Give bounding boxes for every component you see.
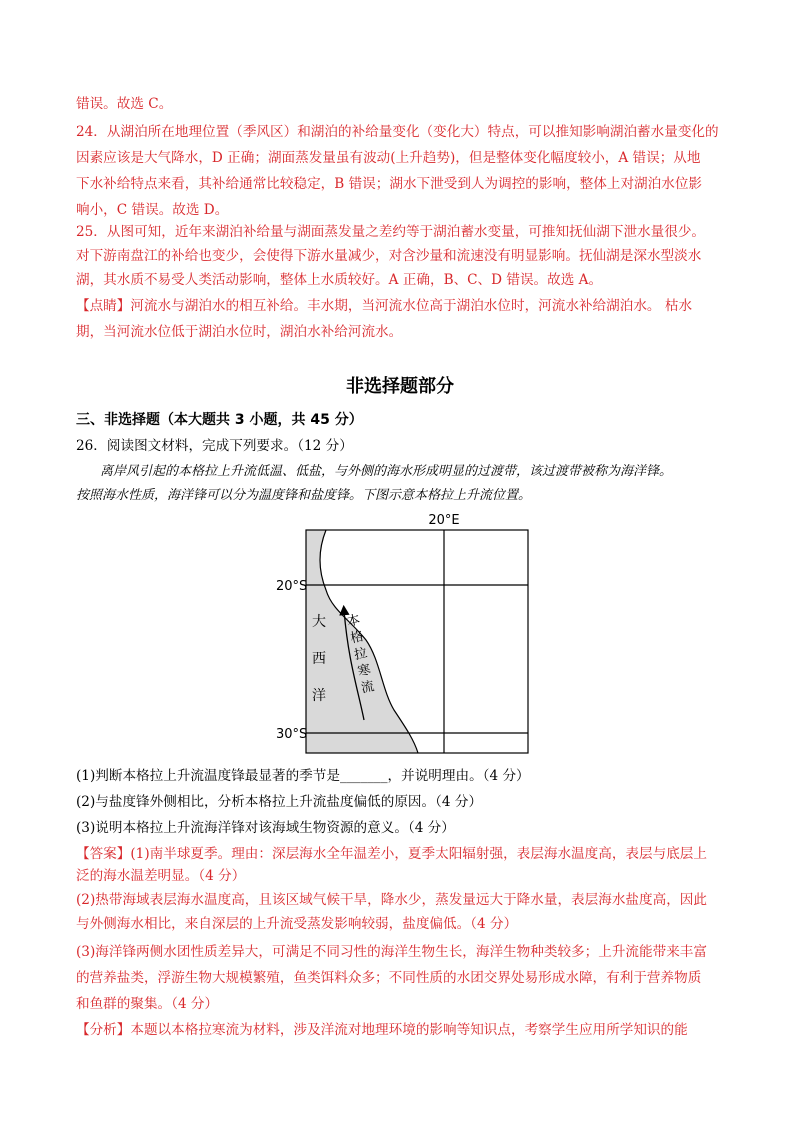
answer-text-line: 24．从湖泊所在地理位置（季风区）和湖泊的补给量变化（变化大）特点，可以推知影响湖泊蓄水量变化的 — [76, 124, 719, 140]
question-26-title: 26．阅读图文材料，完成下列要求。（12 分） — [76, 438, 353, 454]
answer-text-line: (3)海洋锋两侧水团性质差异大，可满足不同习性的海洋生物生长，海洋生物种类较多；上升流能带来丰富 — [76, 944, 707, 960]
analysis-text-line: 【分析】本题以本格拉寒流为材料，涉及洋流对地理环境的影响等知识点，考察学生应用所学知识的能 — [76, 1022, 688, 1038]
question-line: (1)判断本格拉上升流温度锋最显著的季节是_______，并说明理由。（4 分） — [76, 768, 530, 784]
answer-text-line: 【答案】(1)南半球夏季。理由：深层海水全年温差小，夏季太阳辐射强，表层海水温度高，表层与底层上 — [76, 846, 707, 862]
ocean-label-char: 洋 — [312, 688, 326, 704]
material-paragraph: 按照海水性质，海洋锋可以分为温度锋和盐度锋。下图示意本格拉上升流位置。 — [76, 488, 532, 503]
ocean-label-char: 西 — [312, 651, 326, 667]
current-label-char: 格 — [349, 629, 366, 647]
answer-text-line: 湖，其水质不易受人类活动影响，整体上水质较好。A 正确，B、C、D 错误。故选 A。 — [76, 272, 603, 288]
answer-text-line: 泛的海水温差明显。（4 分） — [76, 868, 246, 884]
answer-text-line: 错误。故选 C。 — [76, 96, 173, 112]
latitude-label-30s: 30°S — [276, 727, 308, 742]
section-heading: 非选择题部分 — [346, 376, 454, 397]
current-label-char: 本 — [345, 612, 362, 630]
current-label-char: 拉 — [352, 645, 369, 664]
answer-text-line: 和鱼群的聚集。（4 分） — [76, 996, 219, 1012]
material-paragraph: 离岸风引起的本格拉上升流低温、低盐，与外侧的海水形成明显的过渡带，该过渡带被称为海洋锋。 — [100, 464, 673, 479]
tip-text-line: 【点睛】河流水与湖泊水的相互补给。丰水期，当河流水位高于湖泊水位时，河流水补给湖泊水。 枯水 — [76, 298, 693, 314]
longitude-label: 20°E — [428, 513, 460, 528]
latitude-label-20s: 20°S — [276, 579, 308, 594]
ocean-label-char: 大 — [312, 614, 326, 630]
question-line: (2)与盐度锋外侧相比，分析本格拉上升流盐度偏低的原因。（4 分） — [76, 794, 483, 810]
answer-text-line: 下水补给特点来看，其补给通常比较稳定，B 错误；湖水下泄受到人为调控的影响，整体上对湖泊水位影 — [76, 176, 703, 192]
section-title: 三、非选择题（本大题共 3 小题，共 45 分） — [76, 412, 363, 428]
answer-text-line: 响小，C 错误。故选 D。 — [76, 202, 229, 218]
current-label-char: 寒 — [356, 662, 373, 680]
question-line: (3)说明本格拉上升流海洋锋对该海域生物资源的意义。（4 分） — [76, 820, 455, 836]
current-label-char: 流 — [359, 679, 376, 697]
tip-text-line: 期，当河流水位低于湖泊水位时，湖泊水补给河流水。 — [76, 324, 403, 340]
answer-text-line: 因素应该是大气降水，D 正确；湖面蒸发量虽有波动(上升趋势)，但是整体变化幅度较小，A 错误；从地 — [76, 150, 701, 166]
answer-text-line: 的营养盐类，浮游生物大规模繁殖，鱼类饵料众多；不同性质的水团交界处易形成水障，有利于营养物质 — [76, 970, 702, 986]
answer-text-line: 对下游南盘江的补给也变少，会使得下游水量减少，对含沙量和流速没有明显影响。抚仙湖是深水型淡水 — [76, 248, 702, 264]
answer-text-line: 25．从图可知，近年来湖泊补给量与湖面蒸发量之差约等于湖泊蓄水变量，可推知抚仙湖下泄水量很少。 — [76, 224, 706, 240]
benguela-upwelling-map — [276, 510, 548, 760]
answer-text-line: (2)热带海域表层海水温度高，且该区域气候干旱，降水少，蒸发量远大于降水量，表层海水盐度高，因此 — [76, 892, 707, 908]
answer-text-line: 与外侧海水相比，来自深层的上升流受蒸发影响较弱，盐度偏低。（4 分） — [76, 916, 518, 932]
